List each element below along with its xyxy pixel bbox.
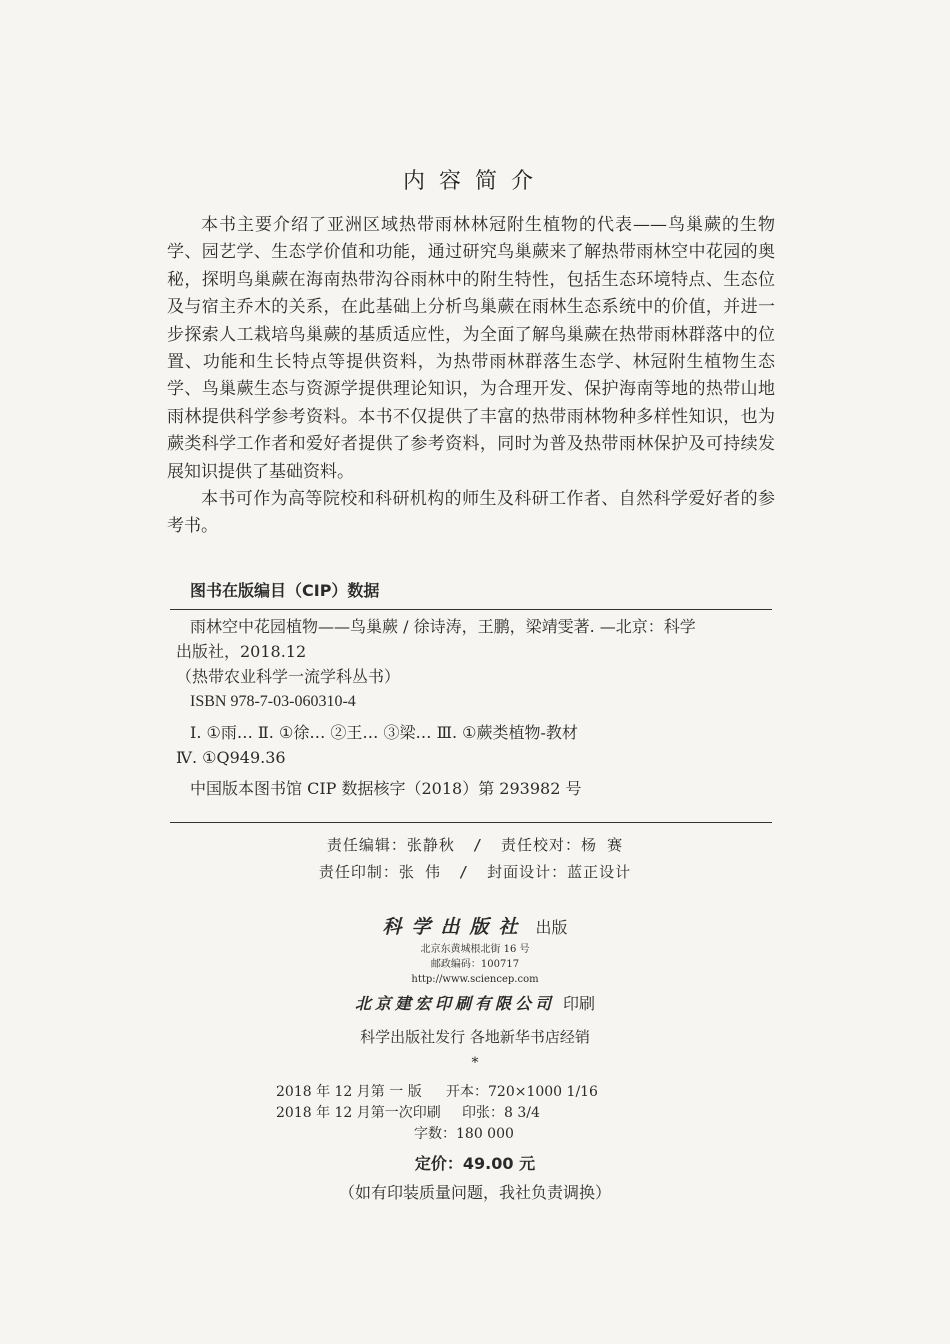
publisher-block (0, 912, 950, 1014)
cip-publisher-line: 出版社，2018.12 (176, 642, 307, 661)
separator-star: * (471, 1055, 479, 1071)
credit-cover: 封面设计：蓝正设计 (487, 863, 632, 881)
credit-printing: 责任印制：张 伟 (318, 863, 441, 881)
publisher-role: 出版 (535, 918, 568, 937)
cip-heading: 图书在版编目（CIP）数据 (190, 581, 380, 600)
credit-separator: / (459, 863, 470, 881)
publisher-website: http://www.sciencep.com (411, 974, 539, 985)
cip-isbn: ISBN 978-7-03-060310-4 (190, 693, 356, 710)
intro-body (167, 212, 775, 541)
spec-edition: 2018 年 12 月第 一 版 (276, 1084, 422, 1100)
spec-words: 字数：180 000 (414, 1126, 514, 1142)
quality-notice: （如有印装质量问题，我社负责调换） (338, 1183, 611, 1202)
intro-title: 内容简介 (402, 169, 547, 194)
cip-title-line: 雨林空中花园植物——鸟巢蕨 / 徐诗涛，王鹏，梁靖雯著. —北京：科学 (190, 617, 696, 636)
printer-name: 北京建宏印刷有限公司 (354, 994, 555, 1013)
credit-separator: / (472, 836, 483, 854)
printer-role: 印刷 (563, 994, 596, 1013)
distribution: 科学出版社发行 各地新华书店经销 (360, 1028, 590, 1046)
intro-paragraph-1: 本书主要介绍了亚洲区域热带雨林林冠附生植物的代表——鸟巢蕨的生物学、园艺学、生态学价值和功能，通过研究鸟巢蕨来了解热带雨林空中花园的奥秘，探明鸟巢蕨在海南热带沟谷雨林中的附生特性，包括生态环境特点、生态位及与宿主乔木的关系，在此基础上分析鸟巢蕨在雨林生态系统中的价值，并进一步探索人工栽培鸟巢蕨的基质适应性，为全面了解鸟巢蕨在热带雨林群落中的位置、功能和生长特点等提供资料，为热带雨林群落生态学、林冠附生植物生态学、鸟巢蕨生态与资源学提供理论知识，为合理开发、保护海南等地的热带山地雨林提供科学参考资料。本书不仅提供了丰富的热带雨林物种多样性知识，也为蕨类科学工作者和爱好者提供了参考资料，同时为普及热带雨林保护及可持续发展知识提供了基础资料。 (167, 215, 775, 482)
credits (0, 832, 950, 886)
cip-record (170, 614, 772, 801)
publisher-name: 科学出版社 (382, 916, 528, 938)
spec-impression: 2018 年 12 月第一次印刷 (276, 1105, 441, 1121)
cip-classification-2: Ⅳ. ①Q949.36 (176, 748, 286, 767)
cip-bottom-rule (170, 822, 772, 823)
cip-classification: Ⅰ. ①雨… Ⅱ. ①徐… ②王… ③梁… Ⅲ. ①蕨类植物-教材 (190, 723, 578, 742)
credit-editor: 责任编辑：张静秋 (326, 836, 455, 854)
cip-top-rule (170, 609, 772, 610)
spec-format: 开本：720×1000 1/16 (446, 1084, 598, 1100)
price: 定价：49.00 元 (414, 1154, 536, 1173)
publisher-address: 北京东黄城根北街 16 号 (420, 944, 530, 955)
spec-sheets: 印张：8 3/4 (462, 1105, 540, 1121)
cip-verify-number: 中国版本图书馆 CIP 数据核字（2018）第 293982 号 (190, 779, 582, 798)
specifications (276, 1082, 598, 1145)
intro-paragraph-2: 本书可作为高等院校和科研机构的师生及科研工作者、自然科学爱好者的参考书。 (167, 489, 775, 537)
publisher-postcode: 邮政编码：100717 (430, 959, 520, 970)
credit-proofreader: 责任校对：杨 赛 (501, 836, 624, 854)
cip-series-line: （热带农业科学一流学科丛书） (176, 667, 401, 686)
